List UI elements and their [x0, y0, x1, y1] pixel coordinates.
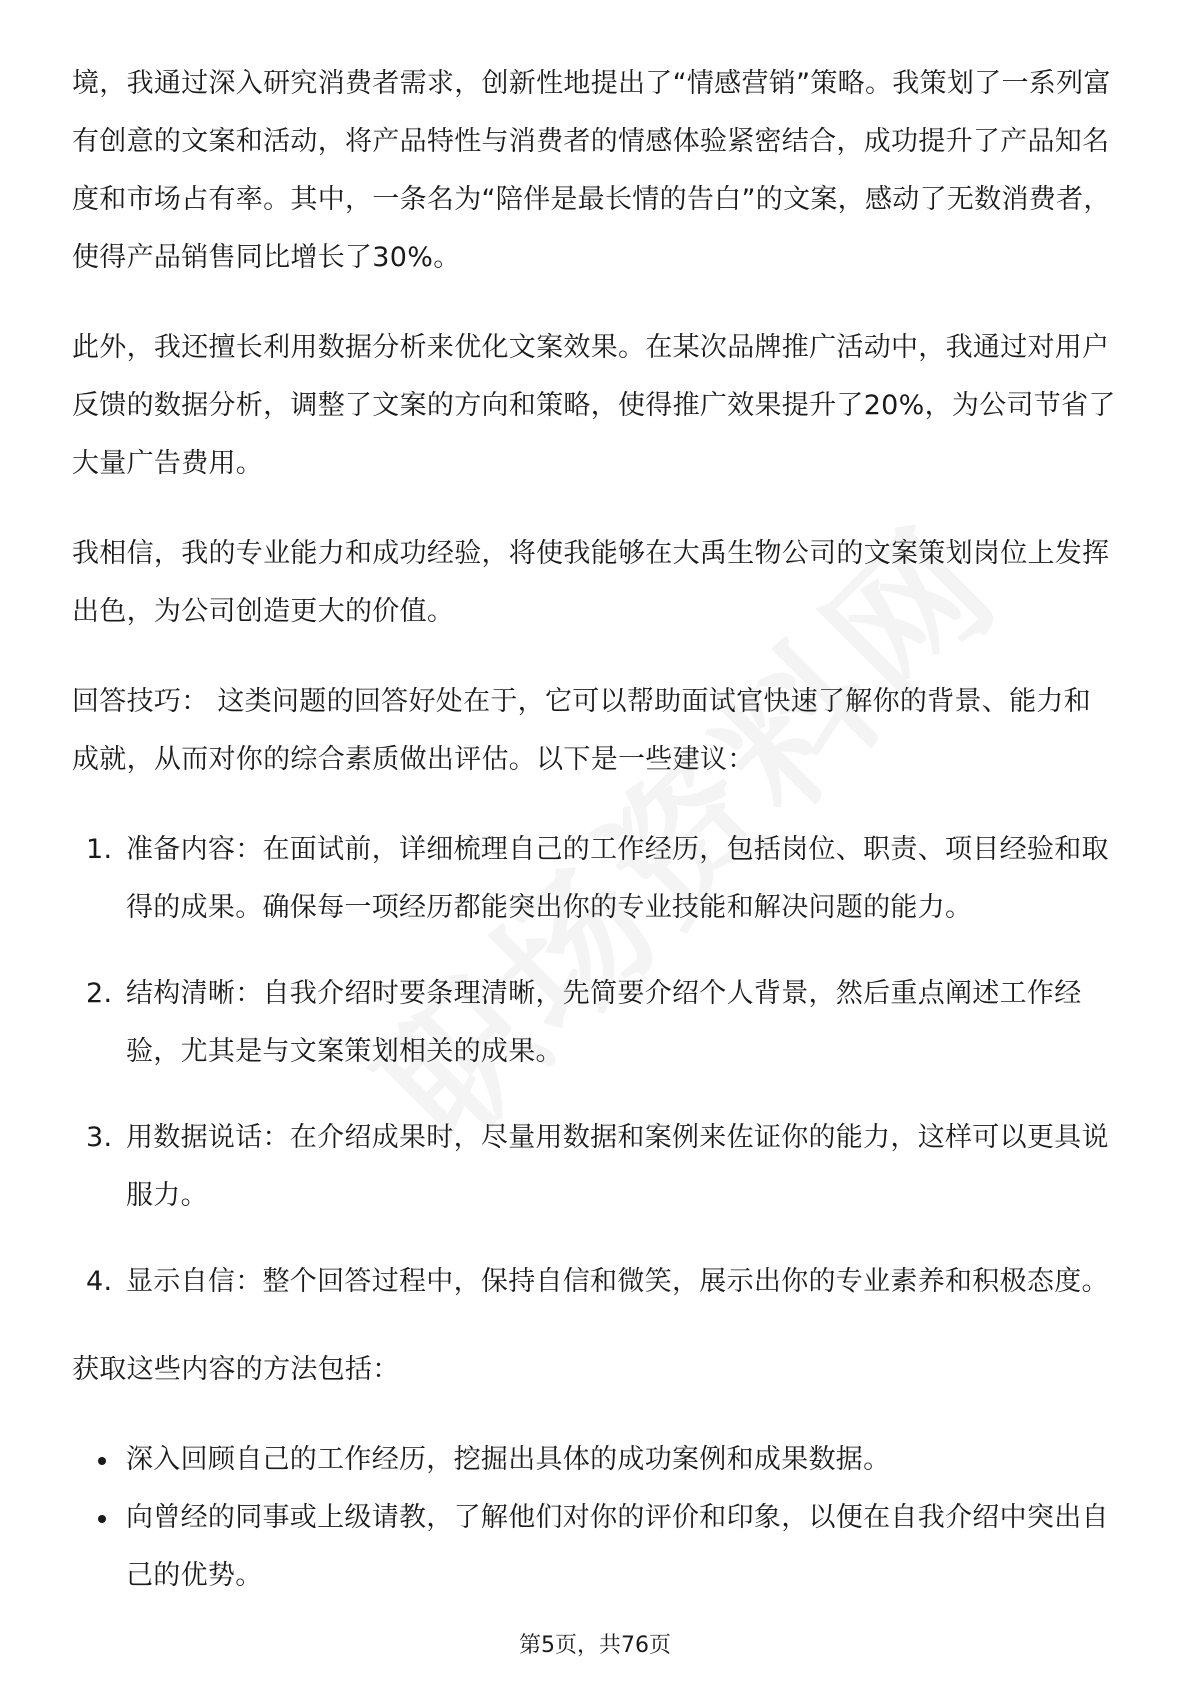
paragraph-methods-intro: 获取这些内容的方法包括：: [72, 1354, 400, 1385]
list-number: 1.: [86, 834, 113, 865]
methods-list: [72, 1431, 1118, 1605]
document-body: [72, 55, 1118, 1605]
list-number: 3.: [86, 1122, 113, 1153]
paragraph-answer-tips: 回答技巧： 这类问题的回答好处在于，它可以帮助面试官快速了解你的背景、能力和成就，从而对你的综合素质做出评估。以下是一些建议：: [72, 686, 1091, 775]
list-item: [72, 1253, 1118, 1311]
list-item-text: 用数据说话：在介绍成果时，尽量用数据和案例来佐证你的能力，这样可以更具说服力。: [126, 1122, 1109, 1211]
list-item: [72, 965, 1118, 1081]
list-item: [72, 1109, 1118, 1225]
list-item: [72, 821, 1118, 937]
list-item-text: 准备内容：在面试前，详细梳理自己的工作经历，包括岗位、职责、项目经验和取得的成果。确保每一项经历都能突出你的专业技能和解决问题的能力。: [126, 834, 1109, 923]
paragraph-conclusion: 我相信，我的专业能力和成功经验，将使我能够在大禹生物公司的文案策划岗位上发挥出色，为公司创造更大的价值。: [72, 538, 1110, 627]
list-item-text: 结构清晰：自我介绍时要条理清晰，先简要介绍个人背景，然后重点阐述工作经验，尤其是与文案策划相关的成果。: [126, 978, 1082, 1067]
paragraph-data-analysis: 此外，我还擅长利用数据分析来优化文案效果。在某次品牌推广活动中，我通过对用户反馈的数据分析，调整了文案的方向和策略，使得推广效果提升了20%，为公司节省了大量广告费用。: [72, 332, 1116, 479]
list-number: 4.: [86, 1266, 113, 1297]
list-item-text: 向曾经的同事或上级请教，了解他们对你的评价和印象，以便在自我介绍中突出自己的优势。: [126, 1502, 1109, 1591]
page-number: 第5页，共76页: [519, 1633, 671, 1658]
list-item-text: 深入回顾自己的工作经历，挖掘出具体的成功案例和成果数据。: [126, 1444, 891, 1475]
list-number: 2.: [86, 978, 113, 1009]
bullet-icon: [98, 1457, 106, 1465]
tips-list: [72, 821, 1118, 1311]
bullet-icon: [98, 1515, 106, 1523]
paragraph-achievements: 境，我通过深入研究消费者需求，创新性地提出了“情感营销”策略。我策划了一系列富有创意的文案和活动，将产品特性与消费者的情感体验紧密结合，成功提升了产品知名度和市场占有率。其中，一条名为“陪伴是最长情的告白”的文案，感动了无数消费者，使得产品销售同比增长了30%。: [72, 68, 1111, 273]
list-item-text: 显示自信：整个回答过程中，保持自信和微笑，展示出你的专业素养和积极态度。: [126, 1266, 1109, 1297]
list-item: [72, 1431, 1118, 1489]
list-item: [72, 1489, 1118, 1605]
